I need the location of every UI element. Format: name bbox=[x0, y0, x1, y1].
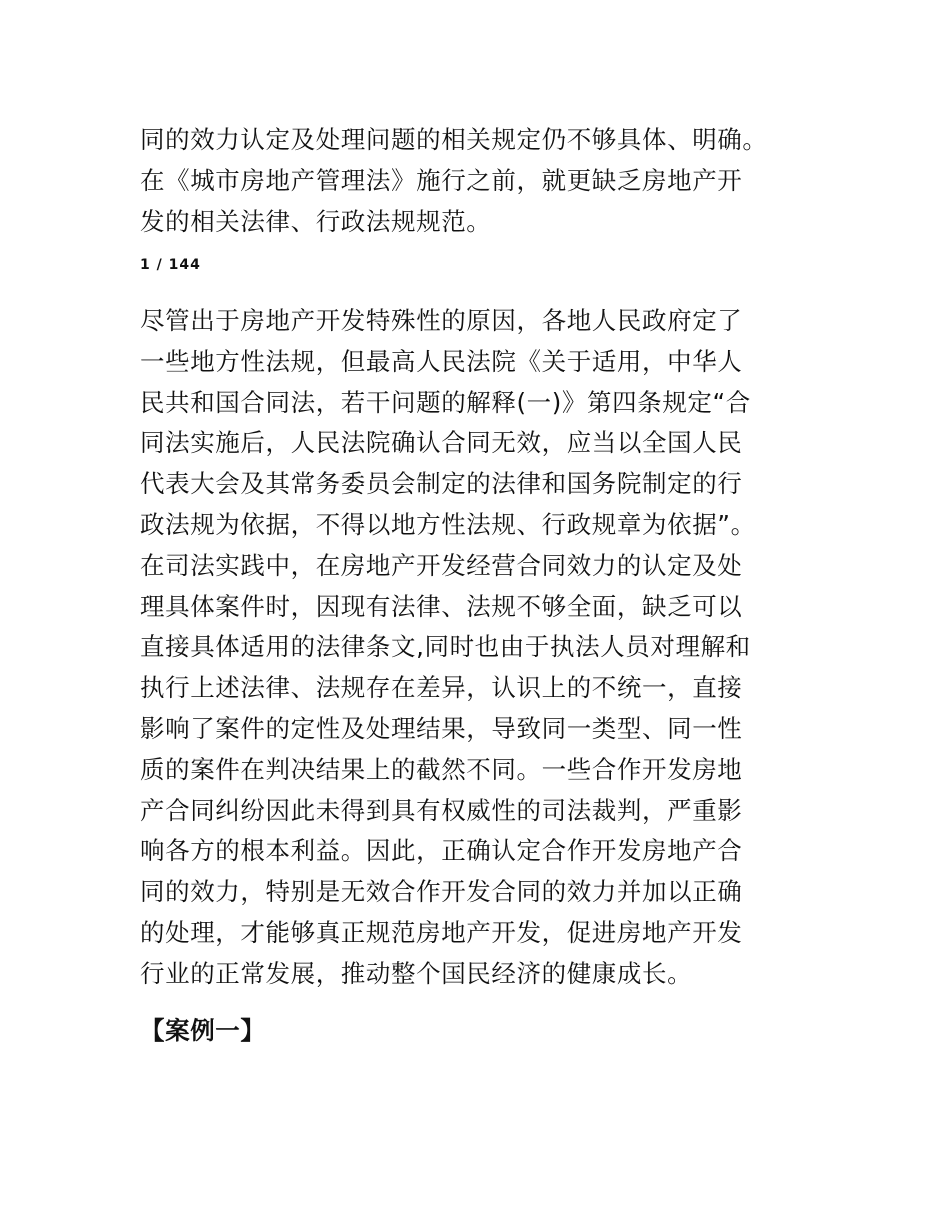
paragraph-line: 同法实施后，人民法院确认合同无效，应当以全国人民 bbox=[140, 428, 743, 458]
paragraph-line: 一些地方性法规，但最高人民法院《关于适用，中华人 bbox=[140, 346, 743, 376]
case-heading: 【案例一】 bbox=[140, 1016, 266, 1045]
paragraph-line: 质的案件在判决结果上的截然不同。一些合作开发房地 bbox=[140, 754, 743, 784]
page-indicator: 1 / 144 bbox=[140, 257, 201, 273]
paragraph-line: 直接具体适用的法律条文,同时也由于执法人员对理解和 bbox=[140, 632, 751, 662]
paragraph-line: 响各方的根本利益。因此，正确认定合作开发房地产合 bbox=[140, 836, 743, 866]
paragraph-line: 影响了案件的定性及处理结果，导致同一类型、同一性 bbox=[140, 713, 743, 743]
paragraph-1 bbox=[140, 120, 830, 242]
paragraph-line: 在《城市房地产管理法》施行之前，就更缺乏房地产开 bbox=[140, 165, 743, 195]
paragraph-2 bbox=[140, 301, 830, 995]
paragraph-line: 代表大会及其常务委员会制定的法律和国务院制定的行 bbox=[140, 469, 743, 499]
paragraph-line: 尽管出于房地产开发特殊性的原因，各地人民政府定了 bbox=[140, 306, 743, 335]
paragraph-line: 的处理，才能够真正规范房地产开发，促进房地产开发 bbox=[140, 917, 743, 947]
paragraph-line: 产合同纠纷因此未得到具有权威性的司法裁判，严重影 bbox=[140, 795, 743, 825]
paragraph-line: 政法规为依据，不得以地方性法规、行政规章为依据”。 bbox=[140, 509, 756, 539]
paragraph-line: 执行上述法律、法规存在差异，认识上的不统一，直接 bbox=[140, 673, 743, 703]
paragraph-line: 同的效力认定及处理问题的相关规定仍不够具体、明确。 bbox=[140, 125, 768, 154]
paragraph-line: 民共和国合同法，若干问题的解释(一)》第四条规定“合 bbox=[140, 387, 751, 417]
paragraph-line: 行业的正常发展，推动整个国民经济的健康成长。 bbox=[140, 958, 693, 988]
paragraph-line: 在司法实践中，在房地产开发经营合同效力的认定及处 bbox=[140, 550, 743, 580]
paragraph-line: 发的相关法律、行政法规规范。 bbox=[140, 206, 492, 236]
paragraph-line: 理具体案件时，因现有法律、法规不够全面，缺乏可以 bbox=[140, 591, 743, 621]
paragraph-line: 同的效力，特别是无效合作开发合同的效力并加以正确 bbox=[140, 877, 743, 907]
